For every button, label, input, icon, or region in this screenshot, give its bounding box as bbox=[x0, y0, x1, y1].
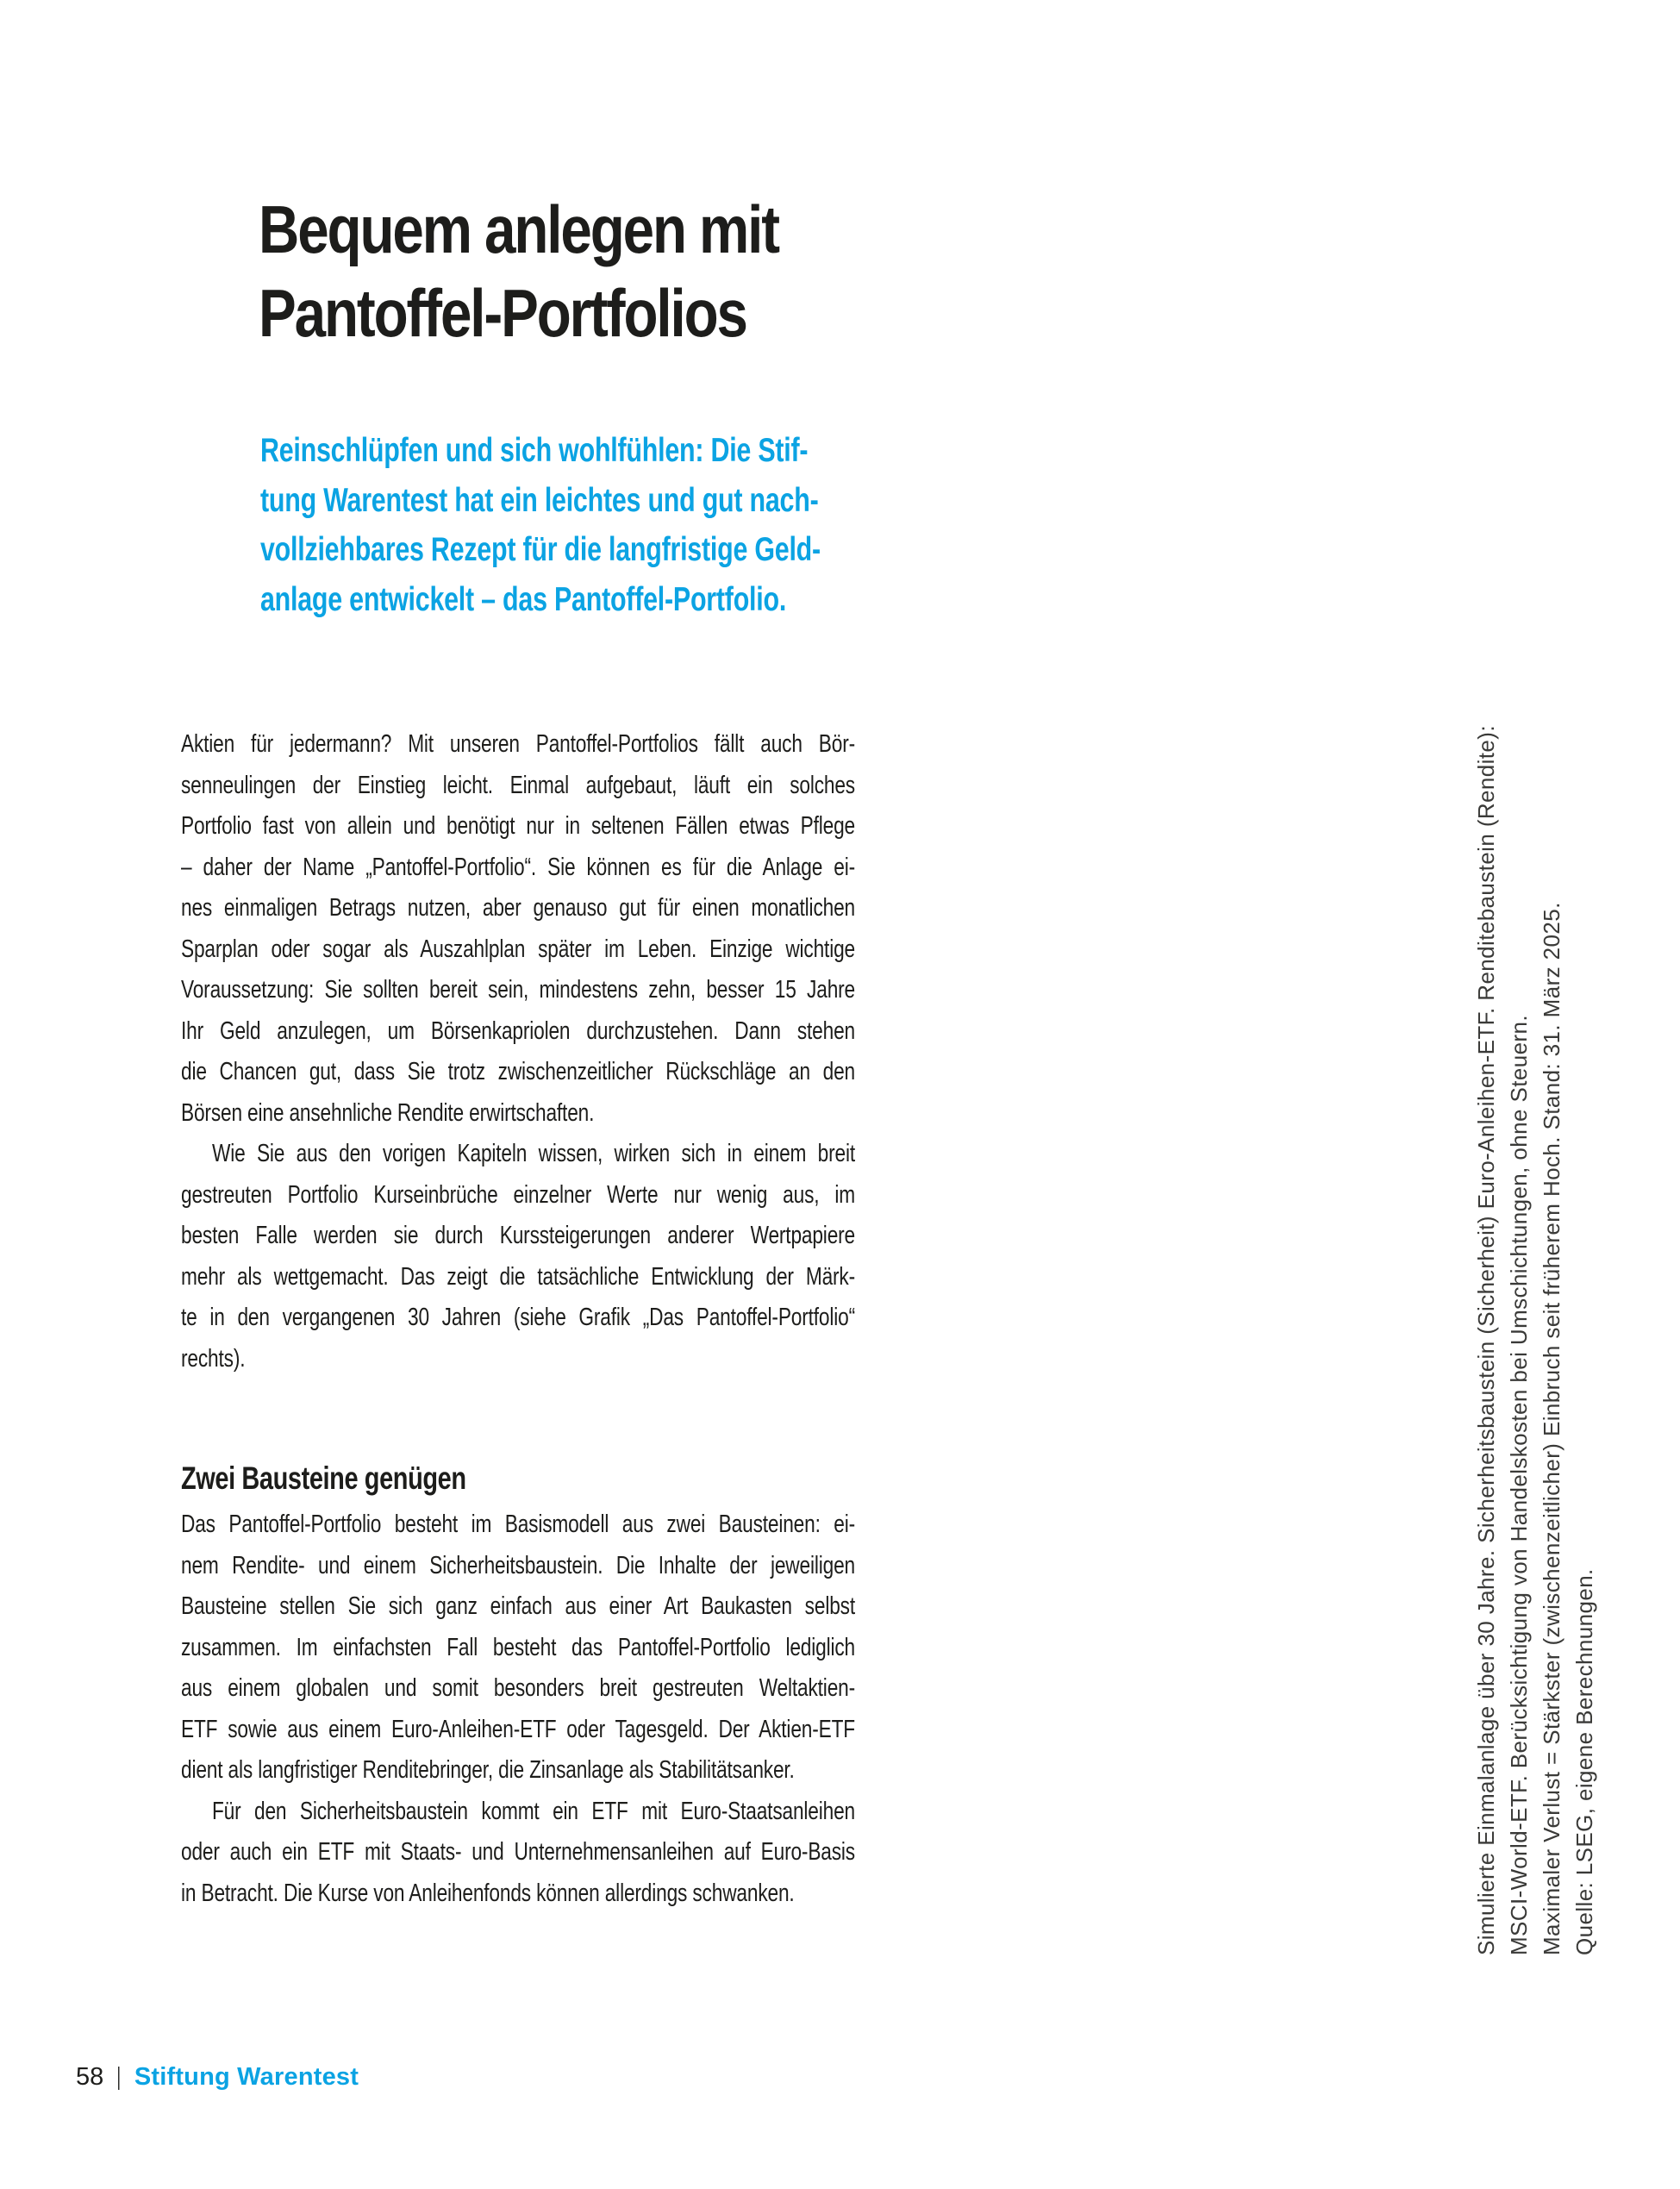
paragraph-line: – daher der Name „Pantoffel-Portfolio“. Sie können es für die Anlage ei- bbox=[181, 853, 855, 881]
paragraph-line: rechts). bbox=[181, 1344, 246, 1373]
paragraph-line: die Chancen gut, dass Sie trotz zwischenzeitlicher Rückschläge an den bbox=[181, 1058, 855, 1085]
body-text bbox=[181, 724, 855, 1914]
paragraph bbox=[181, 1134, 855, 1379]
lead-line: anlage entwickelt – das Pantoffel-Portfolio. bbox=[260, 580, 787, 618]
paragraph-line: in Betracht. Die Kurse von Anleihenfonds können allerdings schwanken. bbox=[181, 1879, 795, 1907]
paragraph-line: Voraussetzung: Sie sollten bereit sein, mindestens zehn, besser 15 Jahre bbox=[181, 976, 855, 1004]
publisher-brand: Stiftung Warentest bbox=[134, 2063, 359, 2091]
caption-line: Quelle: LSEG, eigene Berechnungen. bbox=[1571, 1568, 1597, 1955]
caption-line: Simulierte Einmalanlage über 30 Jahre. Sicherheitsbaustein (Sicherheit) Euro-Anleihen-ETF. Renditebaustein (Rendite): bbox=[1473, 725, 1499, 1955]
page-footer bbox=[76, 2062, 359, 2092]
paragraph-line: Portfolio fast von allein und benötigt nur in seltenen Fällen etwas Pflege bbox=[181, 812, 855, 840]
paragraph-line: Wie Sie aus den vorigen Kapiteln wissen, wirken sich in einem breit bbox=[211, 1140, 855, 1167]
paragraph bbox=[181, 1504, 855, 1792]
lead-line: vollziehbares Rezept für die langfristige Geld- bbox=[260, 531, 821, 568]
page-number: 58 bbox=[76, 2063, 104, 2091]
paragraph-line: gestreuten Portfolio Kurseinbrüche einzelner Werte nur wenig aus, im bbox=[181, 1180, 855, 1209]
paragraph-line: nem Rendite- und einem Sicherheitsbaustein. Die Inhalte der jeweiligen bbox=[181, 1551, 855, 1579]
paragraph bbox=[181, 724, 855, 1134]
paragraph-line: Bausteine stellen Sie sich ganz einfach aus einer Art Baukasten selbst bbox=[181, 1592, 855, 1620]
paragraph-line: Das Pantoffel-Portfolio besteht im Basismodell aus zwei Bausteinen: ei- bbox=[181, 1510, 855, 1538]
paragraph-line: aus einem globalen und somit besonders breit gestreuten Weltaktien- bbox=[181, 1674, 855, 1702]
paragraph-line: ETF sowie aus einem Euro-Anleihen-ETF oder Tagesgeld. Der Aktien-ETF bbox=[181, 1715, 855, 1743]
paragraph-line: senneulingen der Einstieg leicht. Einmal aufgebaut, läuft ein solches bbox=[181, 771, 855, 799]
paragraph-line: mehr als wettgemacht. Das zeigt die tatsächliche Entwicklung der Märk- bbox=[181, 1262, 855, 1291]
caption-line: Maximaler Verlust = Stärkster (zwischenzeitlicher) Einbruch seit früherem Hoch. Stand: 31. März 2025. bbox=[1539, 902, 1564, 1955]
paragraph-line: dient als langfristiger Renditebringer, die Zinsanlage als Stabilitätsanker. bbox=[181, 1756, 795, 1784]
paragraph-line: te in den vergangenen 30 Jahren (siehe Grafik „Das Pantoffel-Portfolio“ bbox=[181, 1304, 855, 1331]
footer-divider: | bbox=[116, 2063, 122, 2091]
caption-line: MSCI-World-ETF. Berücksichtigung von Handelskosten bei Umschichtungen, ohne Steuern. bbox=[1506, 1015, 1532, 1955]
paragraph-line: Aktien für jedermann? Mit unseren Pantoffel-Portfolios fällt auch Bör- bbox=[181, 730, 855, 758]
source-caption-rotated bbox=[1470, 636, 1601, 1955]
paragraph bbox=[181, 1792, 855, 1915]
section-heading: Zwei Bausteine genügen bbox=[181, 1460, 466, 1496]
paragraph-line: nes einmaligen Betrags nutzen, aber genauso gut für einen monatlichen bbox=[181, 894, 855, 922]
lead-line: tung Warentest hat ein leichtes und gut nach- bbox=[260, 481, 819, 519]
paragraph-line: Für den Sicherheitsbaustein kommt ein ETF mit Euro-Staatsanleihen bbox=[211, 1797, 855, 1825]
paragraph-line: Ihr Geld anzulegen, um Börsenkapriolen durchzustehen. Dann stehen bbox=[181, 1016, 855, 1045]
paragraph-line: oder auch ein ETF mit Staats- und Unternehmensanleihen auf Euro-Basis bbox=[181, 1838, 855, 1866]
paragraph-line: besten Falle werden sie durch Kurssteigerungen anderer Wertpapiere bbox=[181, 1222, 855, 1249]
paragraph-line: Sparplan oder sogar als Auszahlplan später im Leben. Einzige wichtige bbox=[181, 935, 855, 963]
paragraph-line: Börsen eine ansehnliche Rendite erwirtschaften. bbox=[181, 1098, 595, 1127]
lead-paragraph bbox=[260, 426, 1034, 624]
lead-line: Reinschlüpfen und sich wohlfühlen: Die Stif- bbox=[260, 432, 809, 469]
paragraph-line: zusammen. Im einfachsten Fall besteht das Pantoffel-Portfolio lediglich bbox=[181, 1633, 855, 1661]
title-line: Bequem anlegen mit bbox=[259, 191, 778, 267]
page-title bbox=[259, 188, 1055, 355]
title-line: Pantoffel-Portfolios bbox=[259, 275, 746, 351]
